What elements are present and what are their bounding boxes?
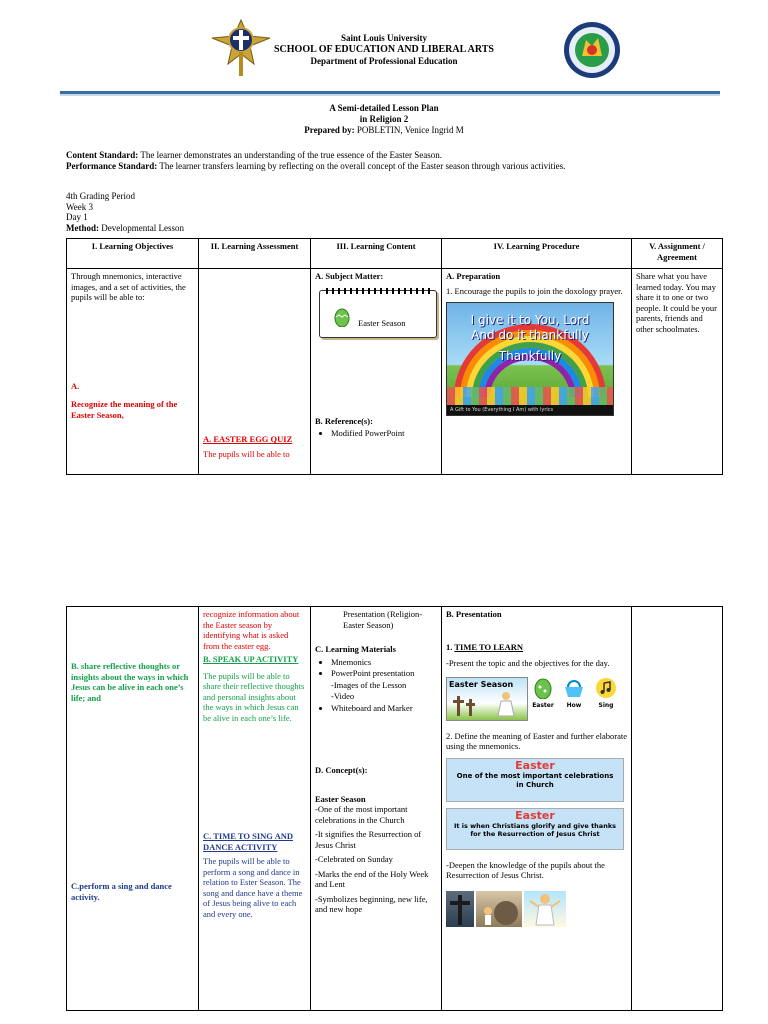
objectives-cell-2	[67, 607, 199, 1011]
notebook-rings	[326, 288, 430, 294]
content-standard: Content Standard: The learner demonstrates an understanding of the true essence of the Easter Season.	[66, 150, 442, 160]
material-item: • Whiteboard and Marker	[331, 703, 437, 714]
assessment-cell-2	[199, 607, 311, 1011]
banner-icon-label: Sing	[598, 702, 614, 709]
cross-icon	[446, 891, 474, 927]
lesson-table-page2	[66, 606, 723, 1011]
easter-egg-quiz-text: The pupils will be able to	[203, 448, 290, 459]
video-lyric-3: Thankfully	[498, 349, 562, 363]
subject-card-text: Easter Season	[358, 317, 406, 328]
time-to-learn: 1. TIME TO LEARN	[446, 641, 524, 652]
performance-standard: Performance Standard: The learner transfers learning by reflecting on the overall concept of the Easter season through various activities.	[66, 161, 566, 171]
risen-jesus-icon	[524, 891, 566, 927]
concepts-label: D. Concept(s):	[315, 765, 368, 775]
content-cell	[311, 269, 442, 475]
crosses-icon	[453, 694, 477, 716]
materials-label: C. Learning Materials	[315, 644, 396, 654]
concept-item: -Marks the end of the Holy Week and Lent	[315, 868, 429, 889]
concept-item: -It signifies the Resurrection of Jesus Christ	[315, 829, 422, 850]
easter-season-banner	[446, 677, 622, 719]
video-thumbnail[interactable]	[446, 302, 614, 416]
objective-b: B. share reflective thoughts or insights about the ways in which Jesus can be alive in each one’s life; and	[71, 661, 189, 703]
slide-1-title: Easter	[515, 758, 555, 772]
basket-icon	[563, 677, 585, 699]
easter-slide-2	[446, 808, 624, 850]
concept-item: -One of the most important celebrations in the Church	[315, 804, 408, 825]
plan-title: A Semi-detailed Lesson Plan	[329, 103, 439, 113]
slide-1-text: One of the most important celebrations in Church	[456, 771, 614, 789]
material-item: • PowerPoint presentation	[331, 668, 437, 679]
subject-card	[319, 290, 437, 338]
material-subitem: -Video	[331, 691, 355, 701]
method: Method: Developmental Lesson	[66, 222, 184, 233]
concept-item: -Symbolizes beginning, new life, and new hope	[315, 893, 428, 914]
sing-icon	[595, 677, 617, 699]
plan-subject: in Religion 2	[359, 114, 409, 124]
reference-label: B. Reference(s):	[315, 415, 373, 426]
speak-up-text: The pupils will be able to share their reflective thoughts and personal insights about the ways in which Jesus can be alive in each one’s life.	[203, 670, 305, 723]
grading-period: 4th Grading Period	[66, 191, 135, 201]
objective-a-letter: A.	[71, 380, 80, 391]
risen-jesus-image	[524, 891, 566, 927]
tomb-icon	[476, 891, 522, 927]
tomb-image	[476, 891, 522, 927]
banner-title: Easter Season	[449, 679, 514, 689]
content-cell-2	[311, 607, 442, 1011]
university-name: Saint Louis University	[340, 33, 427, 43]
objective-a: Recognize the meaning of the Easter Season,	[71, 399, 178, 420]
material-subitem: -Images of the Lesson	[331, 679, 407, 690]
preparation-text: 1. Encourage the pupils to join the doxology prayer.	[446, 285, 623, 296]
video-caption: A Gift to You (Everything I Am) with lyrics	[447, 405, 614, 415]
assignment-cell: Share what you have learned today. You may share it to one or two people. It could be your parents, friends and other schoolmates.	[632, 269, 723, 475]
egg-icon	[534, 677, 552, 699]
col-objectives: I. Learning Objectives	[67, 239, 199, 269]
week: Week 3	[66, 201, 94, 212]
objectives-intro: Through mnemonics, interactive images, and a set of activities, the pupils will be able to:	[71, 271, 186, 302]
concept-item: -Celebrated on Sunday	[315, 854, 393, 864]
resurrection-images	[446, 891, 622, 927]
video-lyric-2: And do it thankfully	[471, 328, 589, 342]
reference-item: • Modified PowerPoint	[331, 428, 437, 439]
procedure-cell-2	[442, 607, 632, 1011]
header-divider	[60, 91, 720, 94]
day: Day 1	[66, 212, 88, 222]
deepen-text: -Deepen the knowledge of the pupils about the Resurrection of Jesus Christ.	[446, 859, 605, 880]
slide-2-text: It is when Christians glorify and give thanks for the Resurrection of Jesus Christ	[453, 821, 617, 838]
materials-list	[315, 657, 437, 714]
col-assignment: V. Assignment / Agreement	[632, 239, 723, 269]
presentation-label: B. Presentation	[446, 609, 502, 619]
sela-seal-logo	[562, 20, 622, 80]
subject-matter-label: A. Subject Matter:	[315, 271, 384, 281]
easter-slide-1	[446, 758, 624, 802]
school-name: SCHOOL OF EDUCATION AND LIBERAL ARTS	[274, 44, 494, 55]
speak-up-title: B. SPEAK UP ACTIVITY	[203, 654, 299, 664]
sing-dance-title: C. TIME TO SING AND DANCE ACTIVITY	[203, 831, 293, 852]
objective-c: C.perform a sing and dance activity.	[71, 881, 172, 902]
concepts-title: Easter Season	[315, 793, 366, 804]
easter-egg-quiz-title: A. EASTER EGG QUIZ	[203, 434, 293, 444]
assessment-continued: recognize information about the Easter season by identifying what is asked from the easter egg.	[203, 609, 300, 651]
easter-egg-icon	[334, 307, 350, 327]
col-content: III. Learning Content	[311, 239, 442, 269]
slide-2-title: Easter	[515, 808, 555, 822]
define-text: 2. Define the meaning of Easter and further elaborate using the mnemonics.	[446, 730, 628, 751]
present-text: -Present the topic and the objectives for the day.	[446, 658, 610, 668]
banner-icon-label: How	[566, 702, 582, 709]
crucifix-image	[446, 891, 474, 927]
jesus-figure-icon	[495, 690, 517, 718]
assignment-cell-2	[632, 607, 723, 1011]
col-assessment: II. Learning Assessment	[199, 239, 311, 269]
sing-dance-text: The pupils will be able to perform a song and dance in relation to Ester Season. The song and dance have a theme of Jesus being alive to each and every one.	[203, 856, 303, 919]
assessment-cell	[199, 269, 311, 475]
lesson-table-page1	[66, 238, 723, 475]
preparer-name: POBLETIN, Venice Ingrid M	[356, 125, 464, 135]
preparation-label: A. Preparation	[446, 271, 501, 281]
objectives-cell	[67, 269, 199, 475]
reference-continued: Presentation (Religion-Easter Season)	[343, 609, 423, 630]
col-procedure: IV. Learning Procedure	[442, 239, 632, 269]
banner-icon-label: Easter	[532, 702, 554, 709]
video-lyric-1: I give it to You, Lord	[470, 313, 590, 327]
procedure-cell	[442, 269, 632, 475]
department-name: Department of Professional Education	[310, 56, 458, 66]
prepared-by: Prepared by: POBLETIN, Venice Ingrid M	[304, 125, 464, 135]
material-item: • Mnemonics	[331, 657, 437, 668]
